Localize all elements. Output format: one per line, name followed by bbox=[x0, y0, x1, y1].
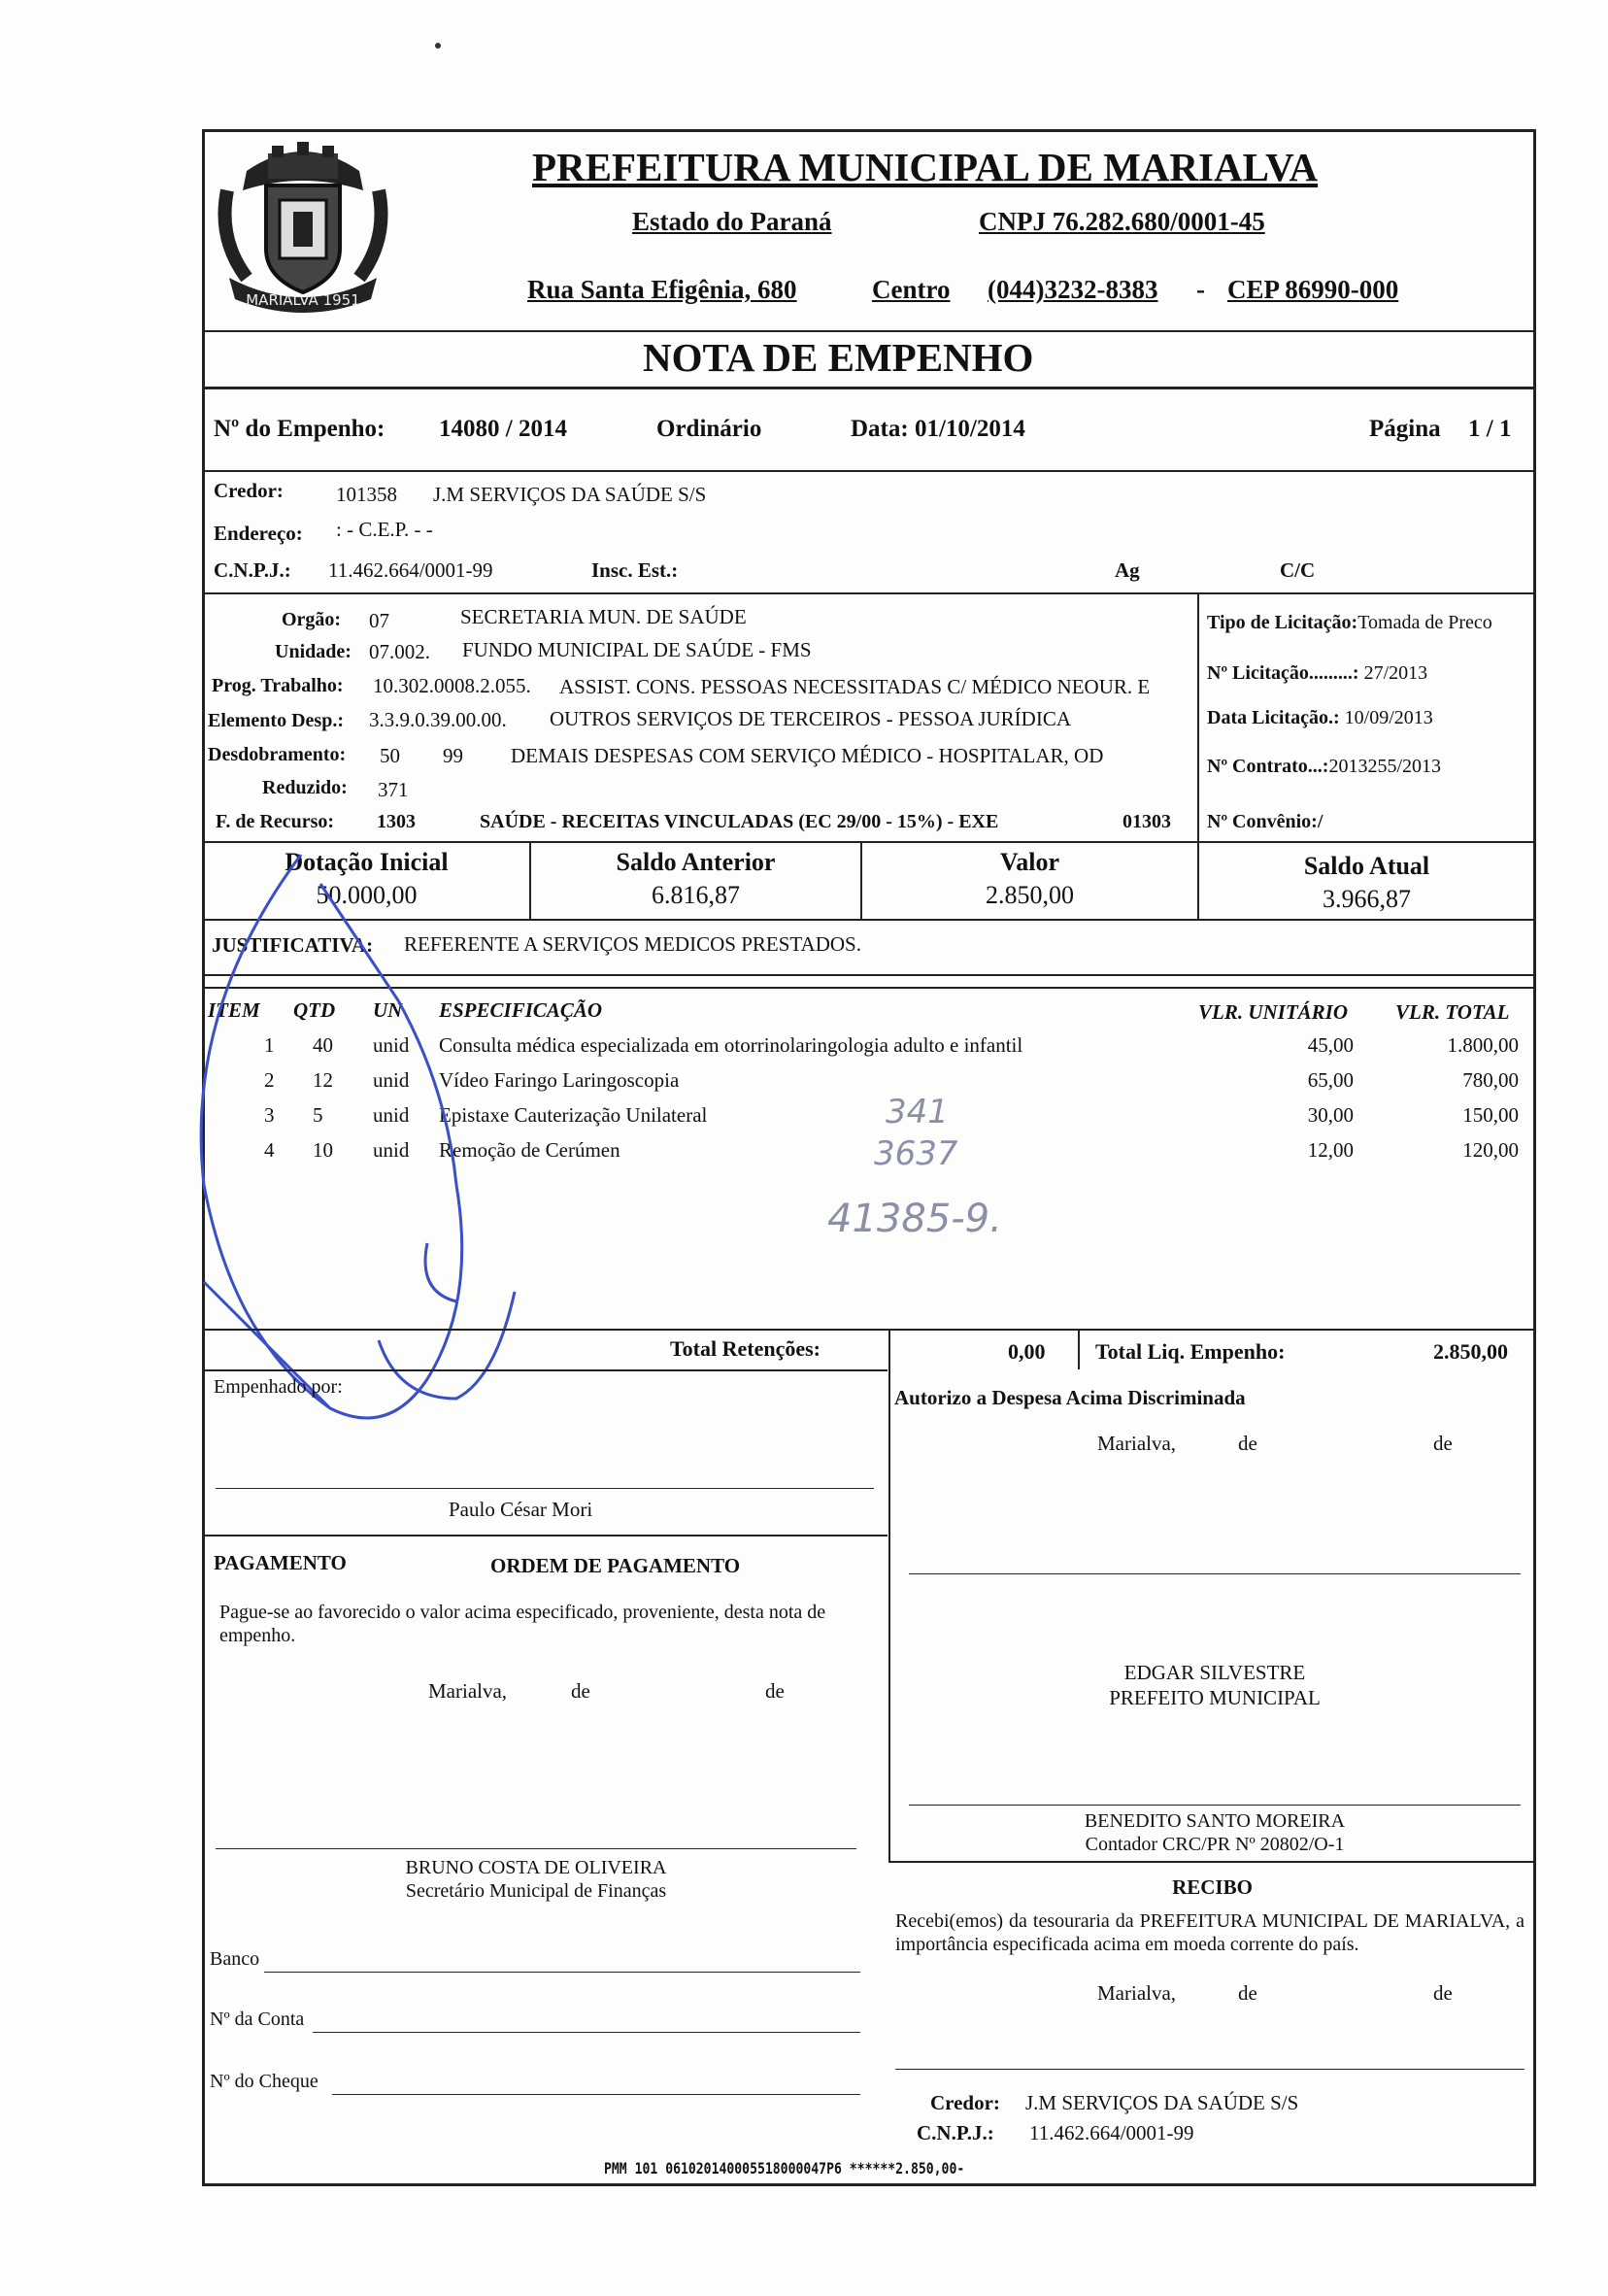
header-cnpj: CNPJ 76.282.680/0001-45 bbox=[979, 207, 1265, 236]
scan-speck bbox=[435, 43, 441, 49]
fonte-label: F. de Recurso: bbox=[216, 811, 335, 832]
item-total: 1.800,00 bbox=[1447, 1033, 1519, 1057]
blue-signature-stroke bbox=[165, 835, 631, 1437]
saldo-anterior-label: Saldo Anterior bbox=[616, 848, 776, 876]
empenho-date: Data: 01/10/2014 bbox=[851, 416, 1025, 442]
insc-est-label: Insc. Est.: bbox=[591, 558, 679, 582]
recibo-de-1: de bbox=[1238, 1981, 1257, 2005]
item-un: unid bbox=[373, 1033, 410, 1057]
desdobramento-name: DEMAIS DESPESAS COM SERVIÇO MÉDICO - HOSPITALAR, OD bbox=[511, 744, 1104, 767]
elemento-label: Elemento Desp.: bbox=[208, 710, 344, 731]
fonte-code: 1303 bbox=[377, 811, 416, 832]
col-total-value: VLR. TOTAL bbox=[1395, 1000, 1510, 1024]
reduzido-value: 371 bbox=[378, 778, 409, 801]
cc-label: C/C bbox=[1280, 558, 1316, 582]
state-label: Estado do Paraná bbox=[632, 207, 832, 236]
handwritten-note-3: 41385-9. bbox=[827, 1197, 1002, 1241]
credor-code: 101358 bbox=[336, 483, 397, 506]
orgao-label: Orgão: bbox=[282, 609, 342, 630]
retencoes-value: 0,00 bbox=[1008, 1339, 1046, 1364]
prog-label: Prog. Trabalho: bbox=[212, 675, 344, 696]
item-total: 150,00 bbox=[1462, 1103, 1519, 1127]
desdobramento-b: 99 bbox=[443, 744, 463, 767]
item-item: 1 bbox=[264, 1033, 275, 1057]
document-title: NOTA DE EMPENHO bbox=[643, 335, 1034, 380]
col-item: ITEM bbox=[208, 998, 260, 1022]
contador-title: Contador CRC/PR Nº 20802/O-1 bbox=[1085, 1834, 1345, 1855]
saldo-atual-value: 3.966,87 bbox=[1323, 885, 1411, 913]
pagamento-de-2: de bbox=[765, 1679, 785, 1703]
handwritten-note-1: 341 bbox=[886, 1093, 949, 1131]
retencoes-label: Total Retenções: bbox=[670, 1336, 821, 1361]
justificativa-label: JUSTIFICATIVA: bbox=[212, 933, 374, 957]
item-qtd: 5 bbox=[313, 1103, 323, 1127]
credor-cnpj: 11.462.664/0001-99 bbox=[328, 558, 493, 582]
valor-value: 2.850,00 bbox=[986, 881, 1074, 909]
item-unit: 45,00 bbox=[1307, 1033, 1354, 1057]
recibo-credor-label: Credor: bbox=[930, 2091, 1000, 2114]
municipal-coat-of-arms-icon bbox=[208, 132, 398, 326]
cnpj-label: C.N.P.J.: bbox=[214, 558, 291, 582]
col-especificacao: ESPECIFICAÇÃO bbox=[439, 998, 603, 1022]
saldo-anterior-value: 6.816,87 bbox=[652, 881, 740, 909]
item-item: 2 bbox=[264, 1068, 275, 1092]
item-un: unid bbox=[373, 1138, 410, 1162]
page-title: PREFEITURA MUNICIPAL DE MARIALVA bbox=[532, 145, 1319, 189]
ordem-pagamento-label: ORDEM DE PAGAMENTO bbox=[490, 1554, 741, 1577]
pagamento-de-1: de bbox=[571, 1679, 590, 1703]
tipo-licitacao: Tipo de Licitação:Tomada de Preco bbox=[1207, 612, 1492, 633]
empenho-number-label: Nº do Empenho: bbox=[214, 416, 385, 442]
item-unit: 65,00 bbox=[1307, 1068, 1354, 1092]
empenho-number: 14080 / 2014 bbox=[439, 416, 567, 442]
contador-name: BENEDITO SANTO MOREIRA bbox=[1084, 1810, 1346, 1832]
pagamento-place: Marialva, bbox=[428, 1679, 508, 1703]
recibo-text: Recebi(emos) da tesouraria da PREFEITURA MUNICIPAL DE MARIALVA, a importância especificada acima em moeda corrente do país. bbox=[895, 1910, 1524, 1955]
item-un: unid bbox=[373, 1103, 410, 1127]
prog-code: 10.302.0008.2.055. bbox=[373, 674, 531, 697]
fonte-name: SAÚDE - RECEITAS VINCULADAS (EC 29/00 - 15%) - EXE bbox=[480, 811, 999, 832]
numero-contrato: Nº Contrato...:2013255/2013 bbox=[1207, 756, 1442, 777]
col-un: UN bbox=[373, 998, 403, 1022]
credor-name: J.M SERVIÇOS DA SAÚDE S/S bbox=[433, 483, 707, 506]
reduzido-label: Reduzido: bbox=[262, 777, 348, 798]
pagamento-text: Pague-se ao favorecido o valor acima especificado, proveniente, desta nota de empenho. bbox=[219, 1602, 826, 1646]
col-qtd: QTD bbox=[293, 998, 336, 1022]
page-label: Página bbox=[1369, 416, 1441, 442]
item-un: unid bbox=[373, 1068, 410, 1092]
prog-name: ASSIST. CONS. PESSOAS NECESSITADAS C/ MÉDICO NEOUR. E bbox=[559, 675, 1151, 698]
item-unit: 12,00 bbox=[1307, 1138, 1354, 1162]
address-label: Endereço: bbox=[214, 522, 303, 545]
item-total: 780,00 bbox=[1462, 1068, 1519, 1092]
justificativa-text: REFERENTE A SERVIÇOS MEDICOS PRESTADOS. bbox=[404, 932, 861, 956]
liq-value: 2.850,00 bbox=[1433, 1339, 1508, 1364]
recibo-cnpj-label: C.N.P.J.: bbox=[917, 2121, 994, 2144]
unidade-code: 07.002. bbox=[369, 640, 430, 663]
numero-licitacao: Nº Licitação.........: 27/2013 bbox=[1207, 662, 1428, 684]
page-number: 1 / 1 bbox=[1468, 416, 1512, 442]
recibo-de-2: de bbox=[1433, 1981, 1453, 2005]
item-qtd: 12 bbox=[313, 1068, 333, 1092]
mechanical-stamp: PMM 101 061020140005518000047P6 ******2.850,00- bbox=[604, 2159, 965, 2178]
empenhado-name: Paulo César Mori bbox=[449, 1498, 593, 1521]
empenhado-label: Empenhado por: bbox=[214, 1376, 343, 1398]
item-total: 120,00 bbox=[1462, 1138, 1519, 1162]
header-dash: - bbox=[1196, 275, 1205, 304]
credor-label: Credor: bbox=[214, 479, 284, 502]
item-qtd: 40 bbox=[313, 1033, 333, 1057]
item-spec: Consulta médica especializada em otorrinolaringologia adulto e infantil bbox=[439, 1033, 1023, 1057]
unidade-name: FUNDO MUNICIPAL DE SAÚDE - FMS bbox=[462, 638, 812, 661]
col-unit-value: VLR. UNITÁRIO bbox=[1198, 1000, 1349, 1024]
desdobramento-label: Desdobramento: bbox=[208, 744, 347, 765]
secretario-name: BRUNO COSTA DE OLIVEIRA bbox=[405, 1857, 667, 1878]
item-spec: Remoção de Cerúmen bbox=[439, 1138, 620, 1162]
autorizo-de-1: de bbox=[1238, 1432, 1257, 1455]
item-qtd: 10 bbox=[313, 1138, 333, 1162]
header-phone: (044)3232-8383 bbox=[988, 275, 1158, 304]
prefeito-title: PREFEITO MUNICIPAL bbox=[1109, 1686, 1321, 1709]
item-unit: 30,00 bbox=[1307, 1103, 1354, 1127]
dotacao-value: 50.000,00 bbox=[316, 881, 418, 909]
item-spec: Vídeo Faringo Laringoscopia bbox=[439, 1068, 680, 1092]
autorizo-text: Autorizo a Despesa Acima Discriminada bbox=[894, 1386, 1246, 1409]
header-cep: CEP 86990-000 bbox=[1227, 275, 1399, 304]
item-spec: Epistaxe Cauterização Unilateral bbox=[439, 1103, 708, 1127]
orgao-name: SECRETARIA MUN. DE SAÚDE bbox=[460, 605, 747, 628]
credor-address: : - C.E.P. - - bbox=[336, 518, 433, 541]
orgao-code: 07 bbox=[369, 609, 389, 632]
header-district: Centro bbox=[872, 275, 951, 304]
item-item: 3 bbox=[264, 1103, 275, 1127]
handwritten-note-2: 3637 bbox=[874, 1134, 958, 1173]
banco-label: Banco bbox=[210, 1948, 260, 1970]
recibo-cnpj: 11.462.664/0001-99 bbox=[1029, 2121, 1194, 2144]
ag-label: Ag bbox=[1115, 558, 1140, 582]
svg-text:MARIALVA 1951: MARIALVA 1951 bbox=[246, 291, 360, 309]
desdobramento-a: 50 bbox=[380, 744, 400, 767]
valor-label: Valor bbox=[999, 848, 1060, 876]
autorizo-place: Marialva, bbox=[1097, 1432, 1177, 1455]
header-address: Rua Santa Efigênia, 680 bbox=[527, 275, 797, 304]
empenho-type: Ordinário bbox=[656, 416, 762, 442]
unidade-label: Unidade: bbox=[275, 641, 352, 662]
recibo-label: RECIBO bbox=[1172, 1875, 1253, 1899]
pagamento-label: PAGAMENTO bbox=[214, 1551, 347, 1574]
fonte-code-2: 01303 bbox=[1122, 811, 1171, 832]
conta-label: Nº da Conta bbox=[210, 2009, 305, 2030]
item-item: 4 bbox=[264, 1138, 275, 1162]
dotacao-label: Dotação Inicial bbox=[285, 848, 449, 876]
numero-convenio: Nº Convênio:/ bbox=[1207, 811, 1323, 832]
elemento-code: 3.3.9.0.39.00.00. bbox=[369, 708, 507, 731]
recibo-place: Marialva, bbox=[1097, 1981, 1177, 2005]
autorizo-de-2: de bbox=[1433, 1432, 1453, 1455]
prefeito-name: EDGAR SILVESTRE bbox=[1123, 1661, 1306, 1684]
liq-label: Total Liq. Empenho: bbox=[1095, 1339, 1286, 1364]
data-licitacao: Data Licitação.: 10/09/2013 bbox=[1207, 707, 1433, 728]
elemento-name: OUTROS SERVIÇOS DE TERCEIROS - PESSOA JURÍDICA bbox=[550, 707, 1072, 730]
saldo-atual-label: Saldo Atual bbox=[1303, 852, 1430, 880]
recibo-credor: J.M SERVIÇOS DA SAÚDE S/S bbox=[1025, 2091, 1299, 2114]
cheque-label: Nº do Cheque bbox=[210, 2071, 318, 2092]
secretario-title: Secretário Municipal de Finanças bbox=[405, 1880, 667, 1902]
